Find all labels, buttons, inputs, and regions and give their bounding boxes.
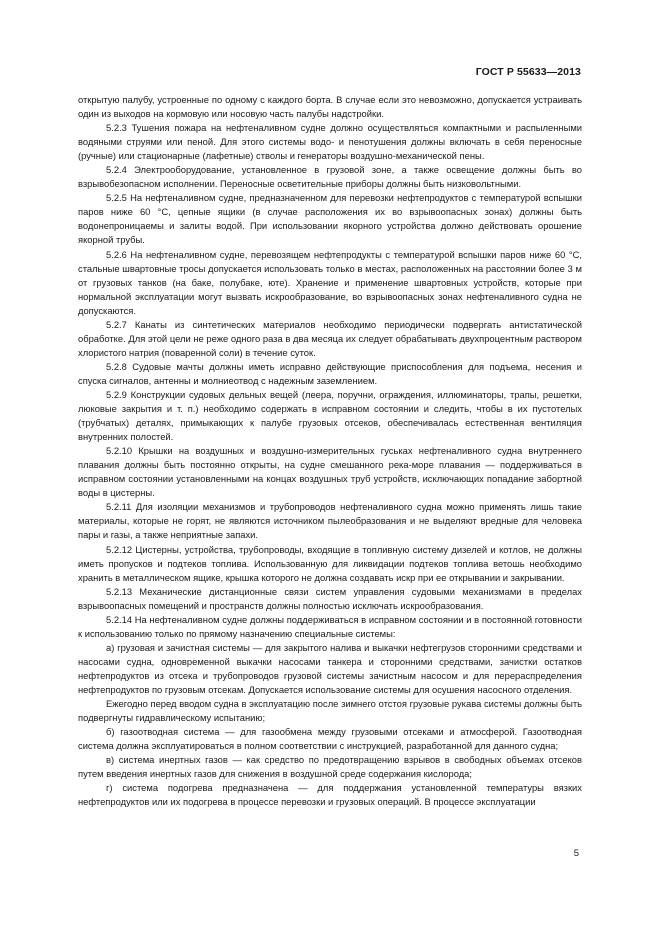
paragraph: 5.2.3 Тушения пожара на нефтеналивном судне должно осуществляться компактными и распыленными водяными струями или пеной. Для этого системы водо- и пенотушения должны включать в себя переносные (ручные) или стационарные (лафетные) стволы и генераторы воздушно-механической пены. — [78, 122, 582, 162]
paragraph: б) газоотводная система — для газообмена между грузовыми отсеками и атмосферой. Газоотводная система должна эксплуатироваться в полном соответствии с инструкцией, разработанной для данного судна; — [78, 726, 582, 752]
paragraph: 5.2.7 Канаты из синтетических материалов необходимо периодически подвергать антистатической обработке. Для этой цели не реже одного раза в два месяца их следует обрабатывать двухпроцентным раствором хлористого натрия (поваренной соли) в течение суток. — [78, 318, 582, 358]
paragraph: 5.2.6 На нефтеналивном судне, перевозящем нефтепродукты с температурой вспышки паров ниже 60 °С, стальные швартовные тросы допускается использовать только в местах, расположенных на расстоянии более 3 м от грузовых танков (на баке, полубаке, юте). Хранение и применение швартовных устройств, которые при нормальной эксплуатации могут вызвать искрообразование, во взрывоопасных зонах нефтеналивного судна не допускаются. — [78, 248, 582, 316]
paragraph: Ежегодно перед вводом судна в эксплуатацию после зимнего отстоя грузовые рукава системы должны быть подвергнуты гидравлическому испытанию; — [78, 698, 582, 724]
standard-code-header: ГОСТ Р 55633—2013 — [475, 66, 581, 78]
paragraph: 5.2.13 Механические дистанционные связи систем управления судовыми механизмами в пределах взрывоопасных помещений и пространств должны полностью исключать искрообразования. — [78, 585, 582, 611]
page-number: 5 — [573, 848, 579, 859]
paragraph: 5.2.9 Конструкции судовых дельных вещей (леера, поручни, ограждения, иллюминаторы, трапы, решетки, люковые закрытия и т. п.) необходимо содержать в исправном состоянии и следить, чтобы в их пустотелых (трубчатых) деталях, примыкающих к палубе грузовых отсеков, обеспечивалась естественная вентиляция внутренних полостей. — [78, 388, 582, 443]
paragraph: 5.2.10 Крышки на воздушных и воздушно-измерительных гуськах нефтеналивного судна внутреннего плавания должны быть постоянно открыты, на судне смешанного река-море плавания — поддерживаться в исправном состоянии установленными на концах воздушных труб устройств, исключающих попадание забортной воды в цистерны. — [78, 445, 582, 499]
paragraph: 5.2.12 Цистерны, устройства, трубопроводы, входящие в топливную систему дизелей и котлов, не должны иметь пропусков и подтеков топлива. Использованную для ликвидации подтеков топлива ветошь необходимо хранить в металлическом ящике, крышка которого не должна создавать искр при ее открывании и закрывании. — [78, 543, 582, 583]
paragraph: 5.2.14 На нефтеналивном судне должны поддерживаться в исправном состоянии и в постоянной готовности к использованию только по прямому назначению специальные системы: — [78, 613, 582, 639]
paragraph: 5.2.4 Электрооборудование, установленное в грузовой зоне, а также освещение должны быть во взрывобезопасном исполнении. Переносные осветительные приборы должны быть низковольтными. — [78, 164, 582, 190]
paragraph: а) грузовая и зачистная системы — для закрытого налива и выкачки нефтегрузов сторонними средствами и насосами судна, одновременной выкачки насосами танкера и сторонними средствами, зачистки остатков нефтепродуктов из отсека и трубопроводов грузовой системы зачистным насосом и для перераспределения нефтепродуктов по грузовым отсекам. Допускается использование системы для осушения насосного отделения. — [78, 641, 582, 695]
paragraph: 5.2.5 На нефтеналивном судне, предназначенном для перевозки нефтепродуктов с температурой вспышки паров ниже 60 °С, цепные ящики (в случае расположения их во взрывоопасных зонах) должны быть водонепроницаемы и залиты водой. При использовании якорного устройства должно действовать орошение якорной трубы. — [78, 192, 582, 246]
paragraph: в) система инертных газов — как средство по предотвращению взрывов в свободных объемах отсеков путем введения инертных газов для снижения в воздушной среде содержания кислорода; — [78, 754, 582, 780]
paragraph: 5.2.8 Судовые мачты должны иметь исправно действующие приспособления для подъема, несения и спуска сигналов, антенны и молниеотвод с надежным заземлением. — [78, 360, 582, 386]
document-body — [78, 93, 582, 809]
paragraph: открытую палубу, устроенные по одному с каждого борта. В случае если это невозможно, допускается устраивать один из выходов на кормовую или носовую часть палубы надстройки. — [78, 94, 582, 120]
paragraph: 5.2.11 Для изоляции механизмов и трубопроводов нефтеналивного судна можно применять лишь такие материалы, которые не горят, не являются источником пылеобразования и не выделяют вредные для человека пары и газы, а также неприятные запахи. — [78, 501, 582, 541]
paragraph: г) система подогрева предназначена — для поддержания установленной температуры вязких нефтепродуктов или их подогрева в процессе перевозки и грузовых операций. В процессе эксплуатации — [78, 782, 582, 808]
